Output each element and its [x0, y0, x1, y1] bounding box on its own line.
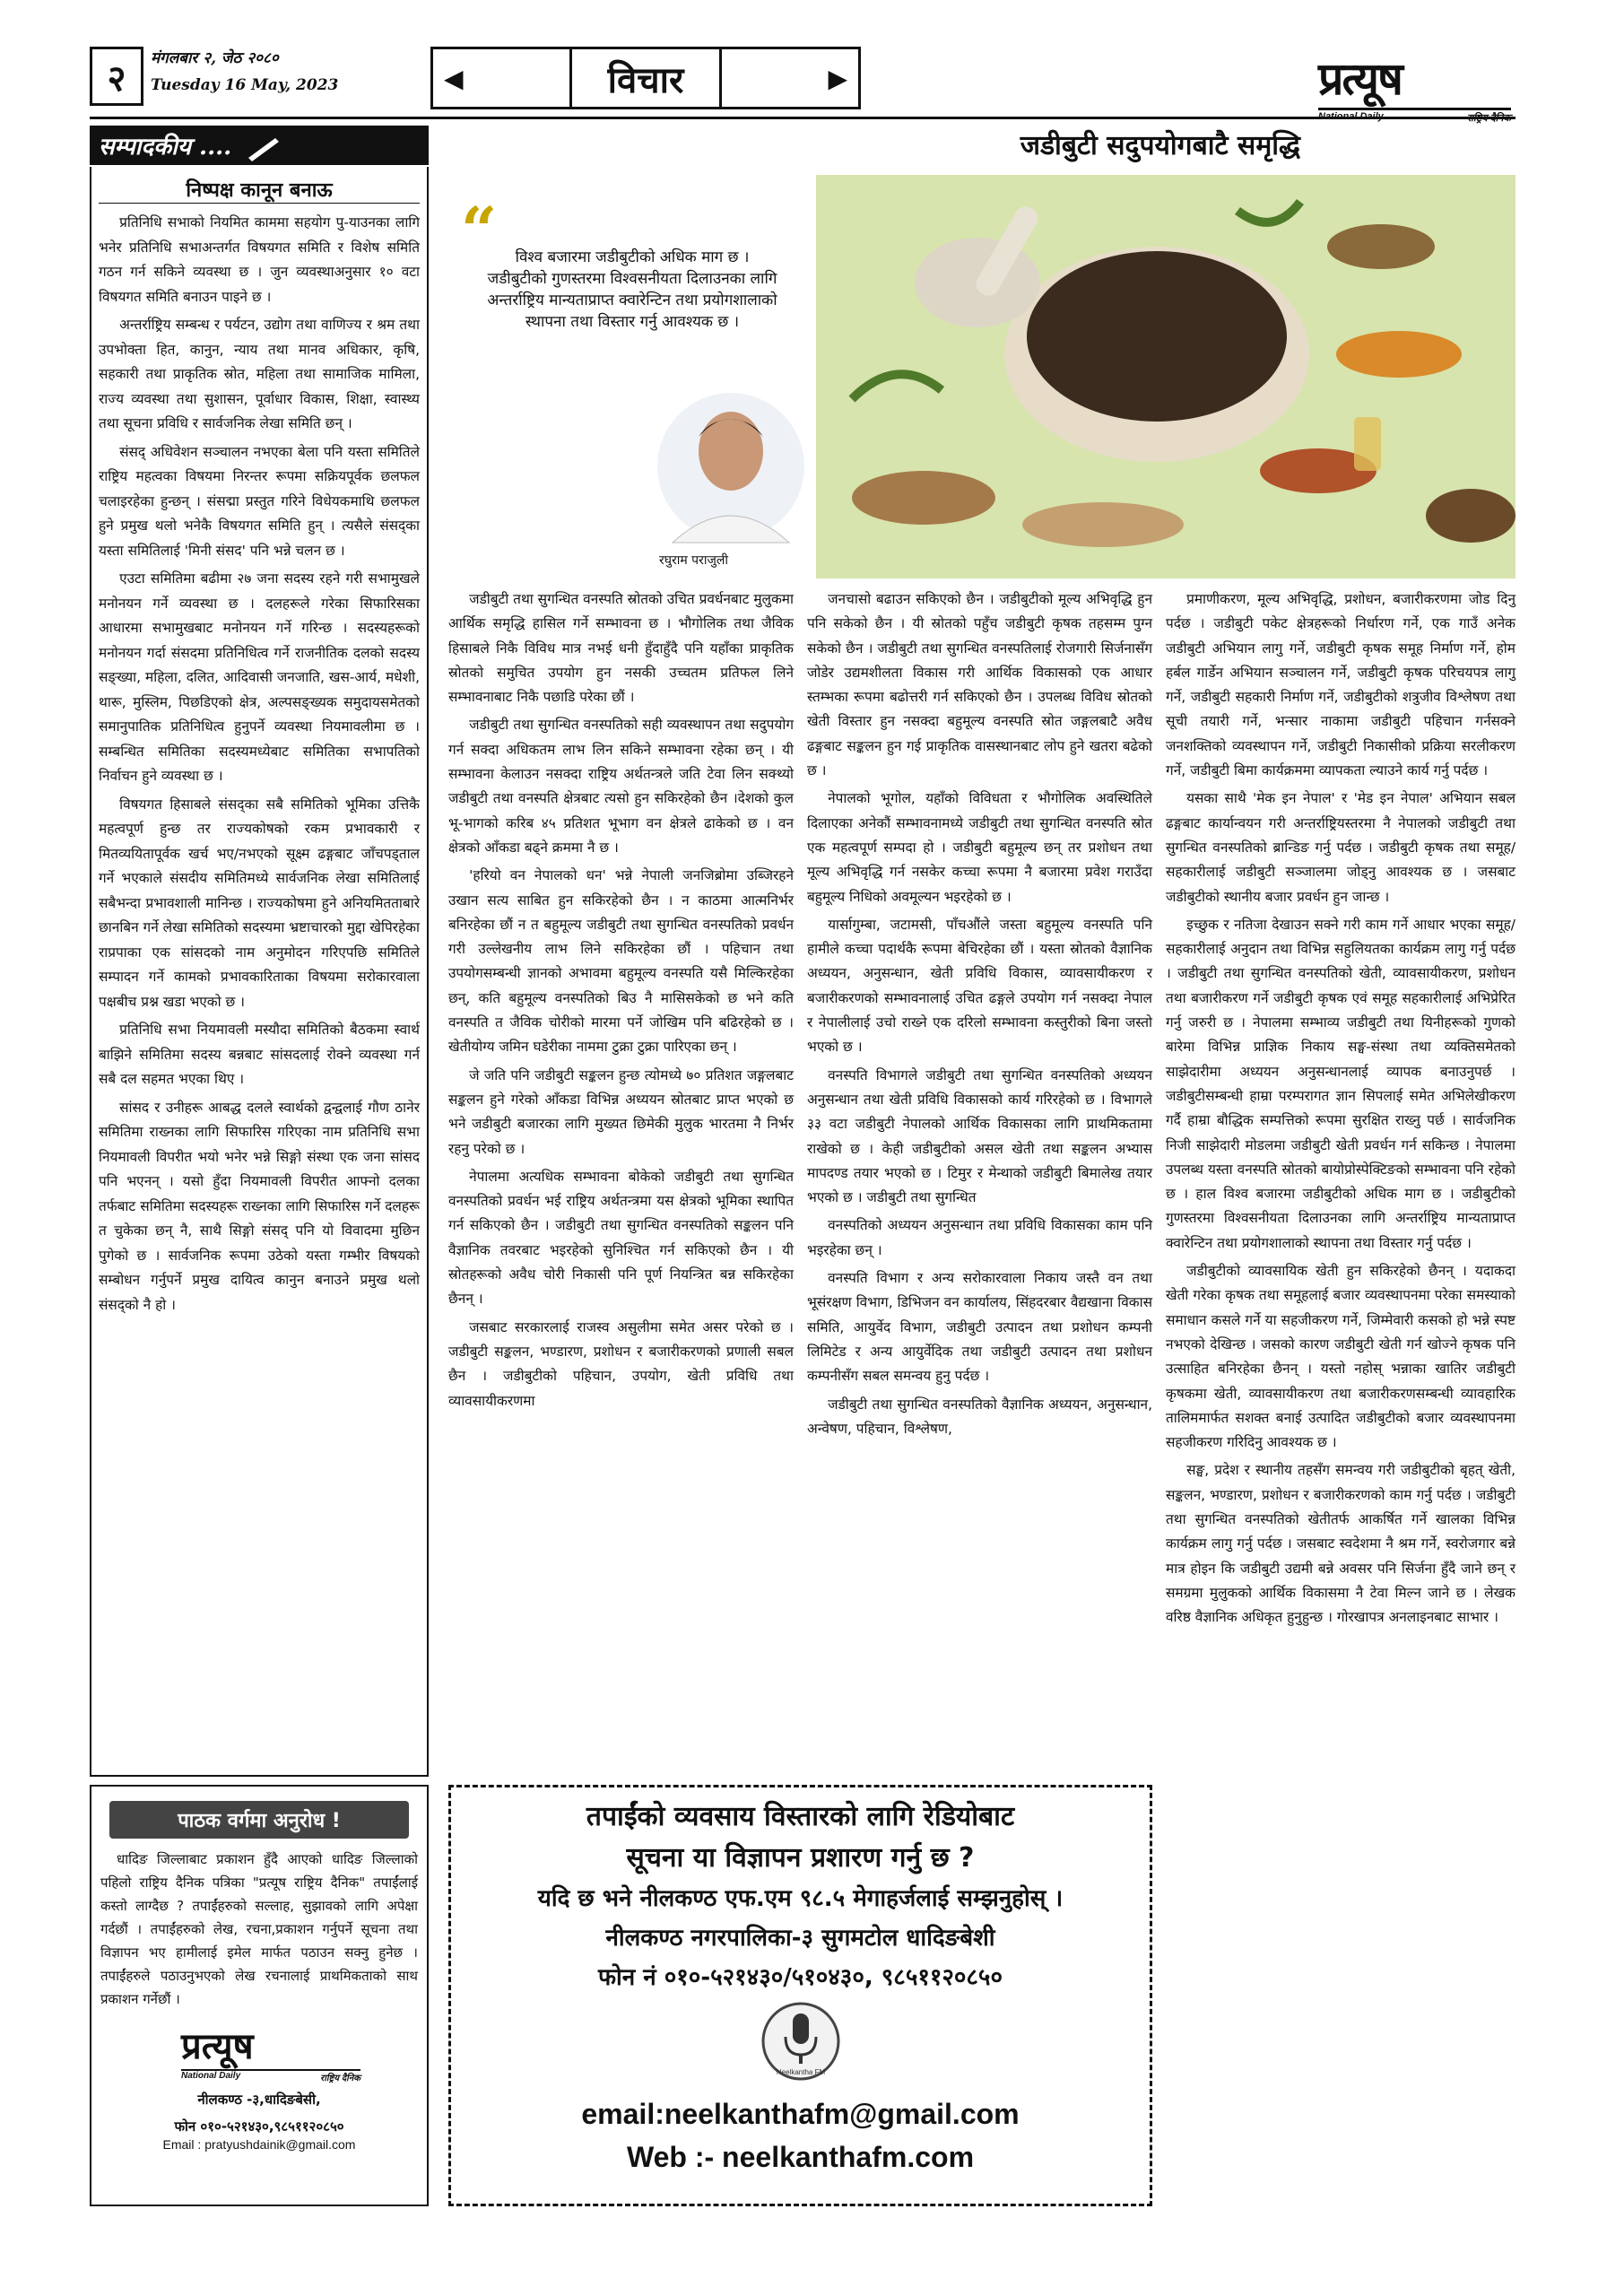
article-paragraph: प्रमाणीकरण, मूल्य अभिवृद्धि, प्रशोधन, बजारीकरणमा जोड दिनु पर्दछ । जडीबुटी पकेट क्षेत्रहरूको निर्धारण गर्ने, एक गाउँ अनेक जडीबुटी अभियान लागु गर्ने, जडीबुटी कृषक समूह निर्माण गर्ने, होम हर्बल गार्डेन अभियान सञ्चालन गर्ने, जडीबुटी कृषक परिचयपत्र लागु गर्ने, जडीबुटी सहकारी निर्माण गर्ने, जडीबुटीको शत्रुजीव विश्लेषण तथा सूची तयारी गर्ने, भन्सार नाकामा जडीबुटी पहिचान गर्नसक्ने जनशक्तिको व्यवस्थापन गर्ने, जडीबुटी निकासीको प्रक्रिया सरलीकरण गर्ने, जडीबुटी बिमा कार्यक्रममा व्यापकता ल्याउने कार्य गर्नु पर्दछ ।	[1166, 591, 1515, 779]
article-column-1	[448, 587, 794, 1417]
article-paragraph: वनस्पति विभागले जडीबुटी तथा सुगन्धित वनस्पतिको अध्ययन अनुसन्धान तथा खेती प्रविधि विकासको कार्य गरिरहेको छ । विभागले ३३ वटा जडीबुटी नेपालको आर्थिक विकासका लागि प्राथमिकतामा राखेको छ । केही जडीबुटीको असल खेती तथा सङ्कलन अभ्यास मापदण्ड तयार भएको छ । टिमुर र मेन्थाको जडीबुटी बिमालेख तयार भएको छ । जडीबुटी तथा सुगन्धित	[807, 1066, 1152, 1206]
footer-logo-text: प्रत्यूष	[181, 2025, 254, 2067]
quote-mark-icon: “	[461, 193, 498, 267]
header-rule	[90, 117, 1515, 119]
editorial-body	[90, 167, 429, 1777]
footer-logo-tag-right: राष्ट्रिय दैनिक	[320, 2074, 360, 2083]
editorial-paragraph: प्रतिनिधि सभा नियमावली मस्यौदा समितिको बैठकमा स्वार्थ बाझिने समितिमा सदस्य बन्नबाट सांसदलाई रोक्ने व्यवस्था गर्न सबै दल सहमत भएका थिए ।	[99, 1022, 420, 1087]
editorial-paragraph: विषयगत हिसाबले संसद्का सबै समितिको भूमिका उत्तिकै महत्वपूर्ण हुन्छ तर राज्यकोषको रकम प्रभावकारी र मितव्ययितापूर्वक खर्च भए/नभएको सूक्ष्म ढङ्गबाट जाँचपड्ताल गर्ने भएकाले संसदीय समितिमध्ये सार्वजनिक लेखा समितिलाई सबैभन्दा प्रभावशाली मानिन्छ । राज्यकोषमा हुने अनियमितताबारे छानबिन गर्ने लेखा समितिको सदस्यमा भ्रष्टाचारको मुद्दा खेपिरहेका राप्रपाका एक सांसदको नाम अनुमोदन गरिएपछि समितिले सम्पादन गर्ने कामको प्रभावकारिताका विषयमा सरोकारवाला पक्षबीच प्रश्न खडा भएको छ ।	[99, 796, 420, 1010]
author-portrait	[655, 381, 807, 552]
footer-logo-tag-left: National Daily	[181, 2071, 241, 2081]
article-column-2	[807, 587, 1152, 1445]
article-paragraph: यार्सागुम्बा, जटामसी, पाँचऔंले जस्ता बहुमूल्य वनस्पति पनि हामीले कच्चा पदार्थकै रूपमा बेचिरहेका छौं । यस्ता स्रोतको वैज्ञानिक अध्ययन, अनुसन्धान, खेती प्रविधि विकास, व्यावसायीकरण र बजारीकरणको सम्भावनालाई उचित ढङ्गले उपयोग गर्न नसक्दा नेपाल र नेपालीलाई उचो राख्ने एक दरिलो सम्भावना कस्तुरीको बिना जस्तो भएको छ ।	[807, 916, 1152, 1056]
article-paragraph: जडीबुटी तथा सुगन्धित वनस्पतिको वैज्ञानिक अध्ययन, अनुसन्धान, अन्वेषण, पहिचान, विश्लेषण,	[807, 1396, 1152, 1437]
article-paragraph: जडीबुटी तथा सुगन्धित वनस्पति स्रोतको उचित प्रवर्धनबाट मुलुकमा आर्थिक समृद्धि हासिल गर्ने सम्भावना छ । भौगोलिक तथा जैविक हिसाबले निकै विविध मात्र नभई धनी हुँदाहुँदै पनि यहाँका प्राकृतिक स्रोतको समुचित उपयोग हुन नसकी उच्चतम प्रतिफल लिने सम्भावनाबाट निकै पछाडि परेका छौं ।	[448, 591, 794, 706]
ad-email[interactable]: email:neelkanthafm@gmail.com	[581, 2098, 1020, 2130]
left-arrow-icon: ◀	[444, 64, 464, 93]
article-paragraph: जे जति पनि जडीबुटी सङ्कलन हुन्छ त्योमध्ये ७० प्रतिशत जङ्गलबाट सङ्कलन हुने गरेको आँकडा विभिन्न अध्ययन स्रोतबाट प्राप्त भएको छ भने जडीबुटी बजारका लागि मुख्यत छिमेकी मुलुक भारतमा नै निर्भर रहनु परेको छ ।	[448, 1066, 794, 1157]
article-paragraph: यसका साथै 'मेक इन नेपाल' र 'मेड इन नेपाल' अभियान सबल ढङ्गबाट कार्यान्वयन गरी अन्तर्राष्ट्रियस्तरमा नै नेपालको जडीबुटी तथा सुगन्धित वनस्पतिको ब्रान्डिङ गर्नु पर्दछ । जडीबुटी कृषक तथा समूह/सहकारीलाई जडीबुटी सञ्जालमा जोड्नु आवश्यक छ । जसबाट जडीबुटीको स्थानीय बजार प्रवर्धन हुन जान्छ ।	[1166, 790, 1515, 905]
article-paragraph: जडीबुटी तथा सुगन्धित वनस्पतिको सही व्यवस्थापन तथा सदुपयोग गर्न सक्दा अधिकतम लाभ लिन सकिने सम्भावना रहेका छन् । यी सम्भावना केलाउन नसक्दा राष्ट्रिय अर्थतन्त्रले जति टेवा लिन सक्थ्यो जडीबुटी तथा वनस्पति क्षेत्रबाट त्यसो हुन सकिरहेको छैन ।देशको कुल भू-भागको करिब ४५ प्रतिशत भूभाग वन क्षेत्रले ढाकेको छ । वन क्षेत्रको आँकडा बढ्ने क्रममा नै छ ।	[448, 717, 794, 856]
reader-email[interactable]: Email : pratyushdainik@gmail.com	[162, 2137, 356, 2152]
date-nepali: मंगलबार २, जेठ २०८०	[151, 49, 279, 67]
herbs-photo	[816, 175, 1515, 578]
editorial-paragraph: एउटा समितिमा बढीमा २७ जना सदस्य रहने गरी सभामुखले मनोनयन गर्ने व्यवस्था छ । दलहरूले गरेका सिफारिसका आधारमा सभामुखबाट मनोनयन गर्ने गरिन्छ । सदस्यहरूको मनोनयन गर्दा संसदमा प्रतिनिधित्व गर्ने राजनीतिक दलको सदस्य सङ्ख्या, महिला, दलित, आदिवासी जनजाति, खस-आर्य, मधेशी, थारू, मुस्लिम, पिछडिएको क्षेत्र, अल्पसङ्ख्यक समुदायसमेतको समानुपातिक प्रतिनिधित्व हुनुपर्ने व्यवस्था नियमावलीमा छ । सम्बन्धित समितिका सदस्यमध्येबाट समितिका सभापतिको निर्वाचन हुने व्यवस्था छ ।	[99, 570, 420, 784]
ad-web[interactable]: Web :- neelkanthafm.com	[626, 2141, 975, 2173]
article-paragraph: नेपालको भूगोल, यहाँको विविधता र भौगोलिक अवस्थितिले दिलाएका अनेकौं सम्भावनामध्ये जडीबुटी तथा सुगन्धित वनस्पति स्रोत एक महत्वपूर्ण सम्पदा हो । जडीबुटी बहुमूल्य छन् तर प्रशोधन तथा मूल्य अभिवृद्धि गर्न नसकेर कच्चा रूपमा नै बजारमा प्रवेश गराउँदा बहुमूल्य निधिको अवमूल्यन भइरहेको छ ।	[807, 790, 1152, 905]
section-label: विचार	[569, 48, 723, 109]
article-paragraph: इच्छुक र नतिजा देखाउन सक्ने गरी काम गर्ने आधार भएका समूह/सहकारीलाई अनुदान तथा विभिन्न सहुलियतका कार्यक्रम लागु गर्नु पर्दछ । जडीबुटी तथा सुगन्धित वनस्पतिको खेती, व्यावसायीकरण, प्रशोधन तथा बजारीकरण गर्ने जडीबुटी कृषक एवं समूह सहकारीलाई अभिप्रेरित गर्नु जरुरी छ । नेपालमा सम्भाव्य जडीबुटी तथा यिनीहरूको गुणको बारेमा विभिन्न प्राज्ञिक निकाय सङ्घ-संस्था तथा व्यक्तिसमेतको साझेदारीमा अध्ययन अनुसन्धानलाई व्यापक बनाउनुपर्छ । जडीबुटीसम्बन्धी हाम्रा परम्परागत ज्ञान सिपलाई समेत अभिलेखीकरण गर्दै हाम्रा बौद्धिक सम्पत्तिको रूपमा सुरक्षित राख्नु पर्छ । सार्वजनिक निजी साझेदारी मोडलमा जडीबुटी खेती प्रवर्धन गर्न सकिन्छ । नेपालमा उपलब्ध यस्ता वनस्पति स्रोतको बायोप्रोस्पेक्टिङको सम्भावना पनि रहेको छ । हाल विश्व बजारमा जडीबुटीको अधिक माग छ । जडीबुटीको गुणस्तरमा विश्वसनीयता दिलाउनका लागि अन्तर्राष्ट्रिय मान्यताप्राप्त क्वारेन्टिन तथा प्रयोगशालाको स्थापना तथा विस्तार गर्नु पर्दछ ।	[1166, 916, 1515, 1251]
date-english: Tuesday 16 May, 2023	[151, 76, 339, 94]
ad-line-1: तपाईंको व्यवसाय विस्तारको लागि रेडियोबाट	[586, 1801, 1015, 1832]
editorial-paragraph: अन्तर्राष्ट्रिय सम्बन्ध र पर्यटन, उद्योग तथा वाणिज्य र श्रम तथा उपभोक्ता हित, कानुन, न्याय तथा मानव अधिकार, कृषि, सहकारी तथा प्राकृतिक स्रोत, महिला तथा सामाजिक मामिला, राज्य व्यवस्था तथा सुशासन, पूर्वाधार विकास, शिक्षा, स्वास्थ्य तथा सूचना प्रविधि र सार्वजनिक लेखा समिति छन् ।	[99, 317, 420, 431]
ad-line-3: यदि छ भने नीलकण्ठ एफ.एम ९८.५ मेगाहर्जलाई सम्झनुहोस् ।	[465, 1879, 1135, 1918]
article-column-3	[1166, 587, 1515, 1633]
reader-request-box	[90, 1785, 429, 2206]
editorial-label	[90, 126, 429, 165]
article-title: जडीबुटी सदुपयोगबाटै समृद्धि	[1020, 130, 1300, 161]
editorial-label-text: सम्पादकीय ....	[99, 134, 232, 161]
radio-advertisement	[448, 1785, 1152, 2206]
pullquote-box	[448, 175, 816, 578]
article-paragraph: जनचासो बढाउन सकिएको छैन । जडीबुटीको मूल्य अभिवृद्धि हुन पनि सकेको छैन । यी स्रोतको पहुँच जडीबुटी कृषक तहसम्म पुग्न सकेको छैन । जडीबुटी तथा सुगन्धित वनस्पतिलाई रोजगारी सिर्जनासँग जोडेर उद्यमशीलता विकास गरी आर्थिक विकासको एक आधार स्तम्भका रूपमा बढोत्तरी गर्न सकिएको छैन । उपलब्ध विविध स्रोतको खेती विस्तार हुन नसक्दा बहुमूल्य वनस्पति स्रोत जङ्गलबाटै अवैध ढङ्गबाट सङ्कलन हुन गई प्राकृतिक वासस्थानबाट लोप हुने खतरा बढेको छ ।	[807, 591, 1152, 779]
ad-line-5: फोन नं ०१०-५२१४३०/५१०४३०, ९८५११२०८५०	[465, 1958, 1135, 1997]
ad-logo-text: Neelkantha FM	[776, 2068, 825, 2076]
microphone-icon	[760, 2001, 841, 2082]
editorial-paragraph: संसद् अधिवेशन सञ्चालन नभएका बेला पनि यस्ता समितिले राष्ट्रिय महत्वका विषयमा निरन्तर रूपमा सक्रियपूर्वक छलफल चलाइरहेका हुन्छन् । संसद्मा प्रस्तुत गरिने विधेयकमाथि छलफल हुने प्रमुख थलो भनेकै विषयगत समिति हुन् । त्यसैले संसद्का यस्ता समितिलाई 'मिनी संसद' पनि भन्ने चलन छ ।	[99, 443, 420, 559]
pullquote-text: विश्व बजारमा जडीबुटीको अधिक माग छ । जडीबुटीको गुणस्तरमा विश्वसनीयता दिलाउनका लागि अन्तर्राष्ट्रिय मान्यताप्राप्त क्वारेन्टिन तथा प्रयोगशालाको स्थापना तथा विस्तार गर्नु आवश्यक छ ।	[487, 248, 777, 331]
author-name: रघुराम पराजुली	[659, 553, 728, 568]
reader-request-text: धादिङ जिल्लाबाट प्रकाशन हुँदै आएको धादिङ जिल्लाको पहिलो राष्ट्रिय दैनिक पत्रिका "प्रत्यूष राष्ट्रिय दैनिक" तपाईंलाई कस्तो लाग्दैछ ? तपाईंहरुको सल्लाह, सुझावको लागि अपेक्षा गर्दछौं । तपाईंहरुको लेख, रचना,प्रकाशन गर्नुपर्ने सूचना तथा विज्ञापन भए हामीलाई इमेल मार्फत पठाउन सक्नु हुनेछ । तपाईंहरुले पठाउनुभएको लेख रचनालाई प्राथमिकताको साथ प्रकाशन गर्नेछौं ।	[100, 1851, 418, 2007]
reader-address: नीलकण्ठ -३,धादिङबेसी,	[197, 2092, 321, 2108]
editorial-paragraph: सांसद र उनीहरू आबद्ध दलले स्वार्थको द्वन्द्वलाई गौण ठानेर समितिमा राख्नका लागि सिफारिस गरिएका नाम प्रतिनिधि सभा नियमावली विपरीत भयो भनेर भन्ने सिङ्गो संस्था एक जना सांसद पनि भएनन् । यसो हुँदा नियमावली विपरीत आफ्नो दलका तर्फबाट समितिमा सदस्यहरू राख्नका लागि सिफारिस गर्ने दलहरू त चुकेका छन् नै, साथै सिङ्गो संसद् पनि यो विवादमा मुछिन पुगेको छ । सार्वजनिक रूपमा उठेको यस्ता गम्भीर विषयको सम्बोधन गर्नुपर्ने प्रमुख दायित्व कानुन बनाउने प्रमुख थलो संसद्को नै हो ।	[99, 1099, 420, 1313]
article-paragraph: 'हरियो वन नेपालको धन' भन्ने नेपाली जनजिब्रोमा उब्जिरहने उखान सत्य साबित हुन सकिरहेको छैन । न काठमा आत्मनिर्भर बनिरहेका छौं न त बहुमूल्य जडीबुटी तथा सुगन्धित वनस्पतिको प्रवर्धन गरी उल्लेखनीय लाभ लिने सकिरहेका छौं । पहिचान तथा उपयोगसम्बन्धी ज्ञानको अभावमा बहुमूल्य वनस्पति यसै मिल्किरहेका छन्, कति बहुमूल्य वनस्पतिको बिउ नै मासिसकेको छ भने कति वनस्पति त जैविक चोरीको मारमा पर्ने जोखिम पनि बढिरहेको छ । खेतीयोग्य जमिन घडेरीका नाममा टुक्रा टुक्रा पारिएका छन् ।	[448, 867, 794, 1056]
ad-line-2: सूचना या विज्ञापन प्रशारण गर्नु छ ?	[626, 1842, 975, 1874]
ad-line-4: नीलकण्ठ नगरपालिका-३ सुगमटोल धादिङबेशी	[465, 1918, 1135, 1958]
article-paragraph: सङ्घ, प्रदेश र स्थानीय तहसँग समन्वय गरी जडीबुटीको बृहत् खेती, सङ्कलन, भण्डारण, प्रशोधन र बजारीकरणको काम गर्नु पर्दछ । जडीबुटी तथा सुगन्धित वनस्पतिको खेतीतर्फ आकर्षित गर्ने खालका विभिन्न कार्यक्रम लागु गर्नु पर्दछ । जसबाट स्वदेशमा नै श्रम गर्ने, स्वरोजगार बन्ने मात्र होइन कि जडीबुटी उद्यमी बन्ने अवसर पनि सिर्जना हुँदै जाने छन् र समग्रमा मुलुकको आर्थिक विकासमा नै टेवा मिल्न जाने छ । लेखक वरिष्ठ वैज्ञानिक अधिकृत हुनुहुन्छ । गोरखापत्र अनलाइनबाट साभार ।	[1166, 1462, 1515, 1626]
article-paragraph: जसबाट सरकारलाई राजस्व असुलीमा समेत असर परेको छ । जडीबुटी सङ्कलन, भण्डारण, प्रशोधन र बजारीकरणको प्रणाली सबल छैन । जडीबुटीको पहिचान, उपयोग, खेती प्रविधि तथा व्यावसायीकरणमा	[448, 1318, 794, 1409]
editorial-title: निष्पक्ष कानून बनाऊ	[99, 176, 420, 204]
logo-text: प्रत्यूष	[1318, 52, 1402, 105]
article-hero	[448, 175, 1515, 578]
footer-logo	[181, 2020, 360, 2083]
article-paragraph: वनस्पति विभाग र अन्य सरोकारवाला निकाय जस्तै वन तथा भूसंरक्षण विभाग, डिभिजन वन कार्यालय, सिंहदरबार वैद्यखाना विकास समिति, आयुर्वेद विभाग, जडीबुटी उत्पादन तथा प्रशोधन कम्पनी लिमिटेड र अन्य आयुर्वेदिक तथा जडीबुटी उत्पादन तथा प्रशोधन कम्पनीसँग सबल समन्वय हुनु पर्दछ ।	[807, 1270, 1152, 1385]
dateline	[151, 45, 338, 99]
reader-request-heading: पाठक वर्गमा अनुरोध !	[109, 1801, 409, 1839]
article-paragraph: नेपालमा अत्यधिक सम्भावना बोकेको जडीबुटी तथा सुगन्धित वनस्पतिको प्रवर्धन भई राष्ट्रिय अर्थतन्त्रमा यस क्षेत्रको भूमिका स्थापित गर्न सकिएको छैन । जडीबुटी तथा सुगन्धित वनस्पतिको सङ्कलन पनि वैज्ञानिक तवरबाट भइरहेको सुनिश्चित गर्न सकिएको छैन । यी स्रोतहरूको अवैध चोरी निकासी पनि पूर्ण नियन्त्रित बन्न सकिरहेका छैनन् ।	[448, 1168, 794, 1308]
reader-phone: फोन ०१०-५२१४३०,९८५११२०८५०	[174, 2118, 344, 2135]
article-paragraph: जडीबुटीको व्यावसायिक खेती हुन सकिरहेको छैनन् । यदाकदा खेती गरेका कृषक तथा समूहलाई बजार व्यवस्थापनमा परेका समस्याको समाधान कसले गर्ने या सहजीकरण गर्ने, जिम्मेवारी कसको हो भन्ने स्पष्ट नभएको देखिन्छ । जसको कारण जडीबुटी खेती गर्न खोज्ने कृषक पनि उत्साहित बनिरहेका छैनन् । यस्तो नहोस् भन्नाका खातिर जडीबुटी कृषकमा खेती, व्यावसायीकरण तथा बजारीकरणसम्बन्धी व्यावहारिक तालिममार्फत सशक्त बनाई उत्पादित जडीबुटीको बजार व्यवस्थापनमा सहजीकरण गरिदिनु आवश्यक छ ।	[1166, 1263, 1515, 1451]
masthead-logo	[1318, 47, 1511, 118]
article-paragraph: वनस्पतिको अध्ययन अनुसन्धान तथा प्रविधि विकासका काम पनि भइरहेका छन् ।	[807, 1217, 1152, 1258]
editorial-paragraph: प्रतिनिधि सभाको नियमित काममा सहयोग पु-याउनका लागि भनेर प्रतिनिधि सभाअन्तर्गत विषयगत समिति र विशेष समिति गठन गर्न सकिने व्यवस्था छ । जुन व्यवस्थाअनुसार १० वटा विषयगत समिति बनाउन पाइने छ ।	[99, 214, 420, 305]
page-number: २	[90, 47, 143, 106]
pen-icon	[245, 135, 281, 161]
right-arrow-icon: ▶	[828, 64, 847, 93]
section-banner	[430, 47, 861, 109]
